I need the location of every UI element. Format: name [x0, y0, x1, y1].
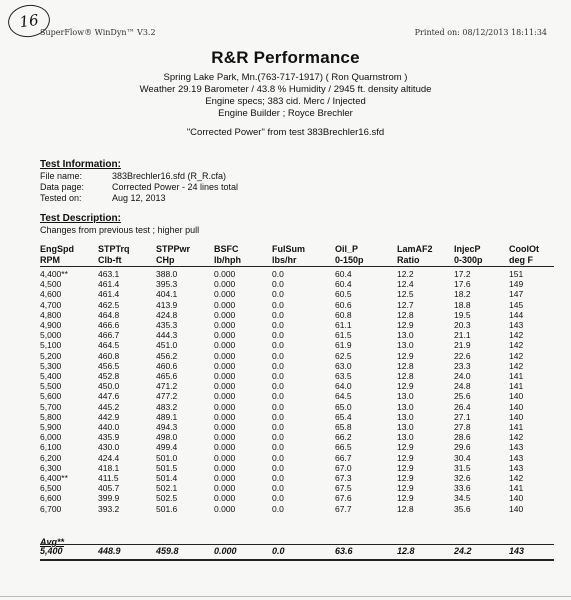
software-version: SuperFlow® WinDyn™ V3.2	[40, 28, 156, 37]
table-row	[40, 300, 554, 310]
table-cell: 0.000	[214, 442, 236, 453]
table-cell: 6,500	[40, 483, 62, 494]
column-header: STPPwr	[156, 244, 191, 254]
table-cell: 0.0	[272, 340, 284, 351]
table-cell: 460.8	[98, 350, 120, 361]
table-row	[40, 361, 554, 371]
table-cell: 445.2	[98, 401, 120, 412]
table-cell: 143	[509, 452, 524, 463]
table-cell: 447.6	[98, 391, 120, 402]
handwritten-note-text: 16	[18, 10, 40, 32]
table-cell: 0.000	[214, 371, 236, 382]
table-cell: 6,100	[40, 442, 62, 453]
table-cell: 424.8	[156, 309, 178, 320]
column-header: InjecP	[454, 244, 481, 254]
column-header: CoolOt	[509, 244, 539, 254]
table-cell: 489.1	[156, 411, 178, 422]
table-cell: 418.1	[98, 462, 120, 473]
table-cell: 13.0	[397, 401, 414, 412]
table-cell: 0.000	[214, 309, 236, 320]
column-unit: Ratio	[397, 255, 454, 267]
table-cell: 140	[509, 401, 524, 412]
test-description-heading: Test Description:	[40, 213, 121, 224]
table-cell: 5,600	[40, 391, 62, 402]
table-cell: 31.5	[454, 462, 471, 473]
table-cell: 462.5	[98, 299, 120, 310]
table-cell: 461.4	[98, 289, 120, 300]
table-cell: 32.6	[454, 473, 471, 484]
table-cell: 501.5	[156, 462, 178, 473]
table-cell: 498.0	[156, 432, 178, 443]
table-cell: 140	[509, 391, 524, 402]
table-cell: 0.000	[214, 422, 236, 433]
table-cell: 143	[509, 320, 524, 331]
column-unit: lb/hph	[214, 255, 272, 267]
table-cell: 435.3	[156, 320, 178, 331]
table-row	[40, 320, 554, 330]
table-cell: 450.0	[98, 381, 120, 392]
test-info-file	[40, 171, 226, 182]
column-header: BSFC	[214, 244, 239, 254]
table-cell: 6,700	[40, 503, 62, 514]
test-info-value: Corrected Power - 24 lines total	[112, 182, 239, 192]
table-cell: 0.000	[214, 279, 236, 290]
table-cell: 0.000	[214, 493, 236, 504]
column-unit: 0-150p	[335, 255, 397, 267]
table-cell: 12.8	[397, 309, 414, 320]
table-cell: 67.6	[335, 493, 352, 504]
column-unit: lbs/hr	[272, 255, 335, 267]
average-top-rule	[40, 544, 554, 545]
table-row	[40, 453, 554, 463]
table-row	[40, 493, 554, 503]
table-cell: 444.3	[156, 330, 178, 341]
table-cell: 140	[509, 493, 524, 504]
table-cell: 141	[509, 371, 524, 382]
engine-specs: Engine specs; 383 cid. Merc / Injected	[205, 96, 366, 107]
table-cell: 12.8	[397, 371, 414, 382]
table-cell: 0.000	[214, 503, 236, 514]
table-row	[40, 340, 554, 350]
table-row	[40, 279, 554, 289]
test-info-value: Aug 12, 2013	[112, 193, 166, 203]
table-cell: 452.8	[98, 371, 120, 382]
table-cell: 60.5	[335, 289, 352, 300]
table-cell: 0.0	[272, 299, 284, 310]
table-row	[40, 473, 554, 483]
table-cell: 67.0	[335, 462, 352, 473]
column-header: FulSum	[272, 244, 305, 254]
average-cell: 24.2	[454, 546, 472, 556]
table-row	[40, 463, 554, 473]
table-cell: 0.000	[214, 462, 236, 473]
table-cell: 30.4	[454, 452, 471, 463]
table-cell: 67.5	[335, 483, 352, 494]
table-cell: 430.0	[98, 442, 120, 453]
table-cell: 499.4	[156, 442, 178, 453]
table-cell: 25.6	[454, 391, 471, 402]
table-row	[40, 391, 554, 401]
table-cell: 460.6	[156, 360, 178, 371]
table-cell: 65.0	[335, 401, 352, 412]
table-cell: 0.0	[272, 279, 284, 290]
column-header: STPTrq	[98, 244, 130, 254]
table-cell: 0.0	[272, 483, 284, 494]
table-cell: 12.4	[397, 279, 414, 290]
table-cell: 0.000	[214, 269, 236, 279]
table-cell: 61.1	[335, 320, 352, 331]
table-row	[40, 289, 554, 299]
table-row	[40, 310, 554, 320]
table-cell: 12.9	[397, 442, 414, 453]
table-cell: 4,700	[40, 299, 62, 310]
table-row	[40, 442, 554, 452]
table-row	[40, 267, 554, 280]
table-cell: 477.2	[156, 391, 178, 402]
table-cell: 466.6	[98, 320, 120, 331]
average-cell: 143	[509, 546, 525, 556]
table-cell: 0.0	[272, 289, 284, 300]
table-cell: 13.0	[397, 391, 414, 402]
table-cell: 142	[509, 340, 524, 351]
table-cell: 6,600	[40, 493, 62, 504]
table-cell: 13.0	[397, 330, 414, 341]
table-cell: 141	[509, 483, 524, 494]
table-cell: 66.5	[335, 442, 352, 453]
table-cell: 4,400**	[40, 269, 68, 279]
table-cell: 0.0	[272, 330, 284, 341]
table-row	[40, 483, 554, 493]
table-cell: 34.5	[454, 493, 471, 504]
table-cell: 0.000	[214, 320, 236, 331]
table-cell: 5,500	[40, 381, 62, 392]
table-cell: 5,200	[40, 350, 62, 361]
table-cell: 140	[509, 503, 524, 514]
table-cell: 12.9	[397, 452, 414, 463]
test-info-heading: Test Information:	[40, 159, 121, 170]
table-cell: 5,900	[40, 422, 62, 433]
table-cell: 60.4	[335, 279, 352, 290]
table-cell: 0.0	[272, 391, 284, 402]
table-cell: 405.7	[98, 483, 120, 494]
table-cell: 141	[509, 422, 524, 433]
table-cell: 27.1	[454, 411, 471, 422]
table-cell: 471.2	[156, 381, 178, 392]
column-unit: Clb-ft	[98, 255, 156, 267]
table-cell: 5,800	[40, 411, 62, 422]
table-cell: 64.0	[335, 381, 352, 392]
table-cell: 18.8	[454, 299, 471, 310]
table-cell: 424.4	[98, 452, 120, 463]
table-cell: 13.0	[397, 432, 414, 443]
table-row	[40, 412, 554, 422]
table-cell: 0.000	[214, 432, 236, 443]
table-cell: 35.6	[454, 503, 471, 514]
engine-builder: Engine Builder ; Royce Brechler	[218, 108, 353, 119]
test-description-text: Changes from previous test ; higher pull	[40, 225, 200, 235]
table-cell: 440.0	[98, 422, 120, 433]
table-cell: 63.5	[335, 371, 352, 382]
table-row	[40, 432, 554, 442]
table-cell: 6,000	[40, 432, 62, 443]
table-cell: 65.4	[335, 411, 352, 422]
table-cell: 442.9	[98, 411, 120, 422]
table-cell: 142	[509, 330, 524, 341]
table-cell: 0.0	[272, 422, 284, 433]
table-cell: 140	[509, 411, 524, 422]
average-table	[40, 546, 554, 556]
table-cell: 451.0	[156, 340, 178, 351]
table-cell: 465.6	[156, 371, 178, 382]
table-cell: 388.0	[156, 269, 178, 279]
table-cell: 6,400**	[40, 473, 68, 484]
table-cell: 501.0	[156, 452, 178, 463]
weather-line: Weather 29.19 Barometer / 43.8 % Humidity / 2945 ft. density altitude	[139, 84, 432, 95]
average-cell: 12.8	[397, 546, 415, 556]
table-cell: 151	[509, 269, 524, 279]
column-header: EngSpd	[40, 244, 74, 254]
table-cell: 33.6	[454, 483, 471, 494]
average-cell: 448.9	[98, 546, 121, 556]
table-cell: 5,700	[40, 401, 62, 412]
table-cell: 67.3	[335, 473, 352, 484]
column-header: LamAF2	[397, 244, 433, 254]
table-cell: 0.0	[272, 503, 284, 514]
table-cell: 0.000	[214, 452, 236, 463]
average-cell: 5,400	[40, 546, 63, 556]
table-cell: 24.0	[454, 371, 471, 382]
table-cell: 22.6	[454, 350, 471, 361]
table-cell: 0.0	[272, 411, 284, 422]
table-cell: 13.0	[397, 340, 414, 351]
table-cell: 12.5	[397, 289, 414, 300]
table-cell: 61.5	[335, 330, 352, 341]
table-cell: 142	[509, 360, 524, 371]
table-cell: 0.0	[272, 493, 284, 504]
table-cell: 23.3	[454, 360, 471, 371]
table-cell: 24.8	[454, 381, 471, 392]
table-cell: 62.5	[335, 350, 352, 361]
table-cell: 0.0	[272, 452, 284, 463]
table-cell: 4,800	[40, 309, 62, 320]
table-row	[40, 371, 554, 381]
column-names-row	[40, 244, 554, 255]
table-cell: 494.3	[156, 422, 178, 433]
table-cell: 4,900	[40, 320, 62, 331]
table-cell: 395.3	[156, 279, 178, 290]
table-cell: 0.000	[214, 483, 236, 494]
table-cell: 6,300	[40, 462, 62, 473]
table-cell: 19.5	[454, 309, 471, 320]
table-cell: 0.000	[214, 340, 236, 351]
table-cell: 0.000	[214, 350, 236, 361]
table-cell: 143	[509, 442, 524, 453]
table-cell: 6,200	[40, 452, 62, 463]
table-cell: 60.8	[335, 309, 352, 320]
table-cell: 142	[509, 432, 524, 443]
table-cell: 5,100	[40, 340, 62, 351]
table-cell: 21.1	[454, 330, 471, 341]
table-cell: 0.000	[214, 473, 236, 484]
table-cell: 0.000	[214, 401, 236, 412]
table-row	[40, 330, 554, 340]
table-cell: 464.5	[98, 340, 120, 351]
table-cell: 466.7	[98, 330, 120, 341]
table-cell: 12.7	[397, 299, 414, 310]
column-header: Oil_P	[335, 244, 359, 254]
table-cell: 65.8	[335, 422, 352, 433]
table-cell: 28.6	[454, 432, 471, 443]
table-cell: 5,000	[40, 330, 62, 341]
table-cell: 12.8	[397, 503, 414, 514]
table-cell: 0.000	[214, 289, 236, 300]
table-cell: 0.000	[214, 391, 236, 402]
table-row	[40, 422, 554, 432]
table-cell: 17.6	[454, 279, 471, 290]
average-cell: 459.8	[156, 546, 179, 556]
average-bottom-rule	[40, 559, 554, 561]
table-cell: 13.0	[397, 422, 414, 433]
table-cell: 21.9	[454, 340, 471, 351]
table-row	[40, 381, 554, 391]
table-cell: 435.9	[98, 432, 120, 443]
table-cell: 0.0	[272, 432, 284, 443]
table-cell: 0.000	[214, 411, 236, 422]
table-cell: 4,600	[40, 289, 62, 300]
table-cell: 0.0	[272, 462, 284, 473]
column-unit: RPM	[40, 255, 98, 267]
table-cell: 0.0	[272, 371, 284, 382]
table-cell: 0.0	[272, 269, 284, 279]
table-cell: 64.5	[335, 391, 352, 402]
table-cell: 0.000	[214, 381, 236, 392]
table-cell: 0.0	[272, 442, 284, 453]
table-cell: 399.9	[98, 493, 120, 504]
page-bottom-rule	[0, 596, 571, 597]
table-row	[40, 351, 554, 361]
table-cell: 141	[509, 381, 524, 392]
dyno-data-table	[40, 244, 554, 514]
table-cell: 0.000	[214, 330, 236, 341]
table-cell: 145	[509, 299, 524, 310]
table-cell: 12.2	[397, 269, 414, 279]
table-cell: 17.2	[454, 269, 471, 279]
table-cell: 60.4	[335, 269, 352, 279]
table-cell: 393.2	[98, 503, 120, 514]
table-cell: 4,500	[40, 279, 62, 290]
table-cell: 12.9	[397, 493, 414, 504]
column-unit: 0-300p	[454, 255, 509, 267]
table-cell: 149	[509, 279, 524, 290]
table-cell: 12.9	[397, 462, 414, 473]
table-cell: 483.2	[156, 401, 178, 412]
table-cell: 501.4	[156, 473, 178, 484]
test-info-key: Data page:	[40, 182, 85, 192]
table-cell: 501.6	[156, 503, 178, 514]
table-cell: 456.5	[98, 360, 120, 371]
column-units-row	[40, 255, 554, 267]
test-info-key: File name:	[40, 171, 83, 181]
table-cell: 143	[509, 462, 524, 473]
data-rows	[40, 267, 554, 514]
table-cell: 404.1	[156, 289, 178, 300]
shop-location: Spring Lake Park, Mn.(763-717-1917) ( Ron Quarnstrom )	[163, 72, 408, 83]
table-cell: 5,400	[40, 371, 62, 382]
table-cell: 142	[509, 350, 524, 361]
table-cell: 12.9	[397, 473, 414, 484]
table-cell: 411.5	[98, 473, 119, 484]
column-unit: deg F	[509, 255, 554, 267]
table-cell: 26.4	[454, 401, 471, 412]
average-cell: 63.6	[335, 546, 353, 556]
average-row	[40, 546, 554, 556]
table-cell: 456.2	[156, 350, 178, 361]
table-cell: 63.0	[335, 360, 352, 371]
table-cell: 147	[509, 289, 524, 300]
table-cell: 502.1	[156, 483, 178, 494]
table-cell: 0.0	[272, 350, 284, 361]
test-info-value: 383Brechler16.sfd (R_R.cfa)	[112, 171, 227, 181]
table-cell: 29.6	[454, 442, 471, 453]
test-info-key: Tested on:	[40, 193, 82, 203]
average-label: Avg**	[40, 537, 65, 547]
table-cell: 18.2	[454, 289, 471, 300]
report-title: R&R Performance	[211, 48, 360, 67]
table-cell: 12.9	[397, 381, 414, 392]
table-cell: 12.9	[397, 483, 414, 494]
table-cell: 142	[509, 473, 524, 484]
table-cell: 20.3	[454, 320, 471, 331]
table-cell: 12.9	[397, 350, 414, 361]
test-info-date	[40, 193, 166, 204]
table-cell: 5,300	[40, 360, 62, 371]
printed-on-timestamp: Printed on: 08/12/2013 18:11:34	[414, 28, 547, 37]
table-cell: 413.9	[156, 299, 178, 310]
table-cell: 12.9	[397, 320, 414, 331]
table-row	[40, 402, 554, 412]
table-cell: 0.000	[214, 299, 236, 310]
table-row	[40, 504, 554, 514]
table-cell: 464.8	[98, 309, 120, 320]
table-cell: 502.5	[156, 493, 178, 504]
average-cell: 0.000	[214, 546, 237, 556]
table-cell: 461.4	[98, 279, 120, 290]
table-cell: 67.7	[335, 503, 352, 514]
table-cell: 60.6	[335, 299, 352, 310]
table-cell: 0.0	[272, 360, 284, 371]
corrected-power-note: "Corrected Power" from test 383Brechler16.sfd	[186, 127, 385, 138]
table-cell: 0.000	[214, 360, 236, 371]
table-cell: 61.9	[335, 340, 352, 351]
table-cell: 66.7	[335, 452, 352, 463]
column-unit: CHp	[156, 255, 214, 267]
table-cell: 0.0	[272, 473, 284, 484]
table-cell: 0.0	[272, 401, 284, 412]
table-cell: 0.0	[272, 381, 284, 392]
table-cell: 13.0	[397, 411, 414, 422]
table-cell: 66.2	[335, 432, 352, 443]
table-cell: 0.0	[272, 320, 284, 331]
test-info-page	[40, 182, 238, 193]
table-cell: 463.1	[98, 269, 120, 279]
table-cell: 12.8	[397, 360, 414, 371]
table-cell: 0.0	[272, 309, 284, 320]
average-cell: 0.0	[272, 546, 285, 556]
table-cell: 144	[509, 309, 524, 320]
table-cell: 27.8	[454, 422, 471, 433]
